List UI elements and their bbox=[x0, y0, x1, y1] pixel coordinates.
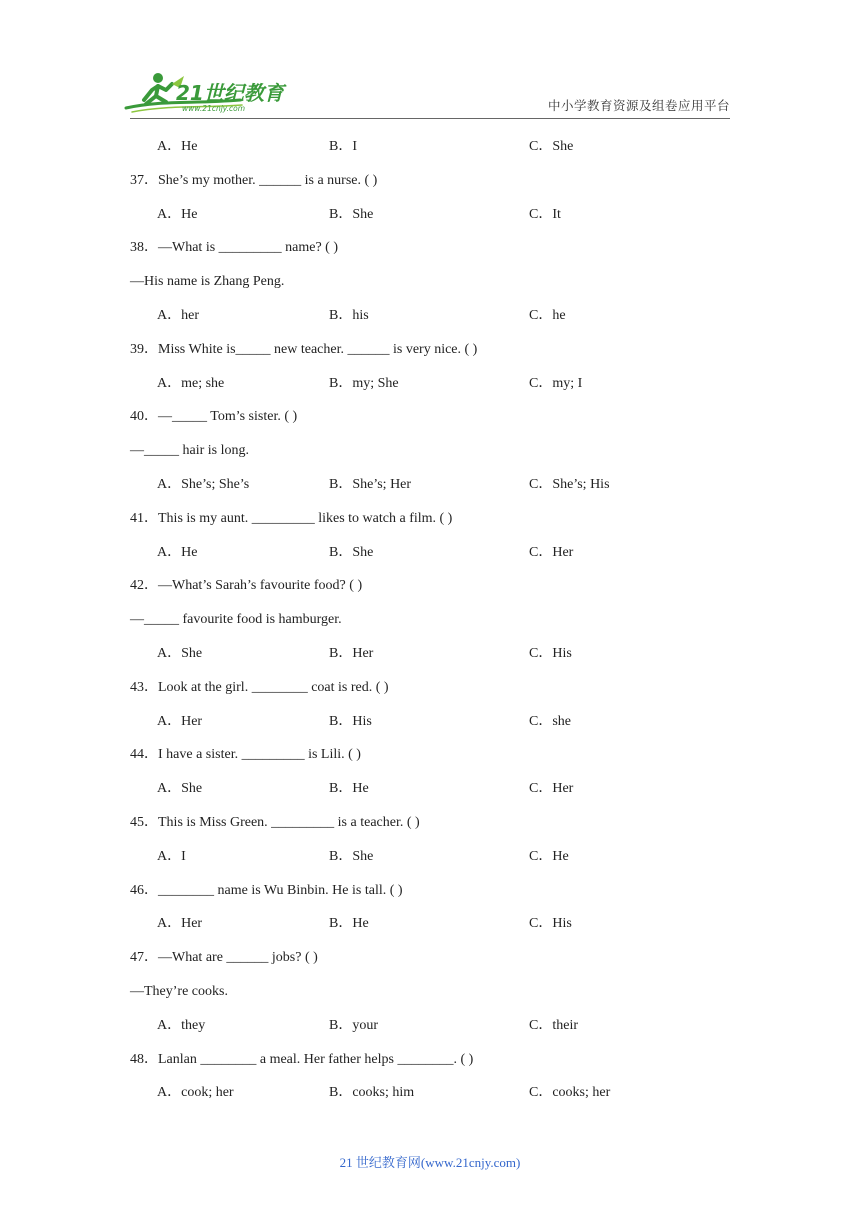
option-row bbox=[0, 907, 860, 941]
option-row bbox=[0, 1009, 860, 1043]
option-a: A．they bbox=[157, 1017, 206, 1033]
option-b: B．I bbox=[329, 139, 357, 154]
option-b: B．She’s; Her bbox=[329, 476, 412, 492]
dialogue-line: —They’re cooks. bbox=[130, 983, 228, 999]
svg-text:21世纪教育: 21世纪教育 bbox=[176, 81, 284, 105]
option-a: A．cook; her bbox=[157, 1085, 234, 1101]
option-b: B．She bbox=[329, 848, 374, 864]
option-b: B．my; She bbox=[329, 375, 399, 391]
dialogue-line: —_____ hair is long. bbox=[130, 443, 249, 459]
option-b: B．your bbox=[329, 1017, 378, 1033]
option-c: C．She’s; His bbox=[529, 476, 610, 492]
option-a: A．He bbox=[157, 139, 198, 154]
option-a: A．He bbox=[157, 206, 198, 222]
dialogue-line: —His name is Zhang Peng. bbox=[130, 274, 285, 290]
question-text: 42．—What’s Sarah’s favourite food? ( ) bbox=[130, 578, 363, 594]
option-a: A．Her bbox=[157, 713, 203, 729]
question-text: 37．She’s my mother. ______ is a nurse. ( ) bbox=[130, 172, 378, 188]
option-c: C．she bbox=[529, 713, 571, 729]
option-b: B．cooks; him bbox=[329, 1085, 415, 1101]
site-logo bbox=[122, 70, 292, 116]
question-text: 48．Lanlan ________ a meal. Her father helps ________. ( ) bbox=[130, 1051, 474, 1067]
option-c: C．he bbox=[529, 307, 566, 323]
question-text: 38．—What is _________ name? ( ) bbox=[130, 240, 339, 256]
question-text: 39．Miss White is_____ new teacher. ______ is very nice. ( ) bbox=[130, 341, 478, 357]
svg-text:www.21cnjy.com: www.21cnjy.com bbox=[182, 104, 246, 113]
option-row bbox=[0, 705, 860, 739]
option-row bbox=[0, 772, 860, 806]
option-row bbox=[0, 299, 860, 333]
option-a: A．I bbox=[157, 848, 186, 864]
option-c: C．It bbox=[529, 206, 561, 222]
option-c: C．my; I bbox=[529, 375, 583, 391]
option-b: B．Her bbox=[329, 645, 374, 661]
question-text: 45．This is Miss Green. _________ is a teacher. ( ) bbox=[130, 814, 420, 830]
option-row bbox=[0, 198, 860, 232]
question-list bbox=[0, 130, 860, 1110]
question-text: 47．—What are ______ jobs? ( ) bbox=[130, 950, 318, 966]
option-row bbox=[0, 840, 860, 874]
runner-logo-icon bbox=[122, 70, 292, 116]
option-row bbox=[0, 367, 860, 401]
option-b: B．She bbox=[329, 544, 374, 560]
option-a: A．She bbox=[157, 781, 203, 797]
question-text: 43．Look at the girl. ________ coat is red. ( ) bbox=[130, 679, 389, 695]
option-row bbox=[0, 536, 860, 570]
option-row bbox=[0, 1076, 860, 1110]
platform-name: 中小学教育资源及组卷应用平台 bbox=[547, 98, 730, 113]
option-a: A．She’s; She’s bbox=[157, 476, 250, 492]
option-c: C．Her bbox=[529, 544, 574, 560]
option-a: A．her bbox=[157, 307, 199, 323]
header-divider bbox=[130, 118, 730, 119]
option-a: A．Her bbox=[157, 916, 203, 932]
option-a: A．She bbox=[157, 645, 203, 661]
option-row bbox=[0, 130, 860, 164]
option-b: B．His bbox=[329, 713, 372, 729]
option-c: C．His bbox=[529, 916, 572, 932]
option-b: B．his bbox=[329, 307, 369, 323]
question-text: 40．—_____ Tom’s sister. ( ) bbox=[130, 409, 298, 425]
option-b: B．She bbox=[329, 206, 374, 222]
question-text: 41．This is my aunt. _________ likes to watch a film. ( ) bbox=[130, 510, 453, 526]
option-row bbox=[0, 468, 860, 502]
option-a: A．me; she bbox=[157, 375, 225, 391]
option-c: C．He bbox=[529, 848, 569, 864]
page-header bbox=[0, 0, 860, 120]
option-c: C．His bbox=[529, 645, 572, 661]
page-footer[interactable]: 21 世纪教育网(www.21cnjy.com) bbox=[339, 1155, 521, 1170]
option-b: B．He bbox=[329, 916, 369, 932]
dialogue-line: —_____ favourite food is hamburger. bbox=[130, 612, 342, 628]
option-c: C．Her bbox=[529, 781, 574, 797]
option-a: A．He bbox=[157, 544, 198, 560]
option-row bbox=[0, 637, 860, 671]
option-b: B．He bbox=[329, 781, 369, 797]
question-text: 46．________ name is Wu Binbin. He is tall. ( ) bbox=[130, 882, 403, 898]
option-c: C．their bbox=[529, 1017, 578, 1033]
question-text: 44．I have a sister. _________ is Lili. ( ) bbox=[130, 747, 361, 763]
option-c: C．She bbox=[529, 139, 574, 154]
option-c: C．cooks; her bbox=[529, 1085, 611, 1101]
